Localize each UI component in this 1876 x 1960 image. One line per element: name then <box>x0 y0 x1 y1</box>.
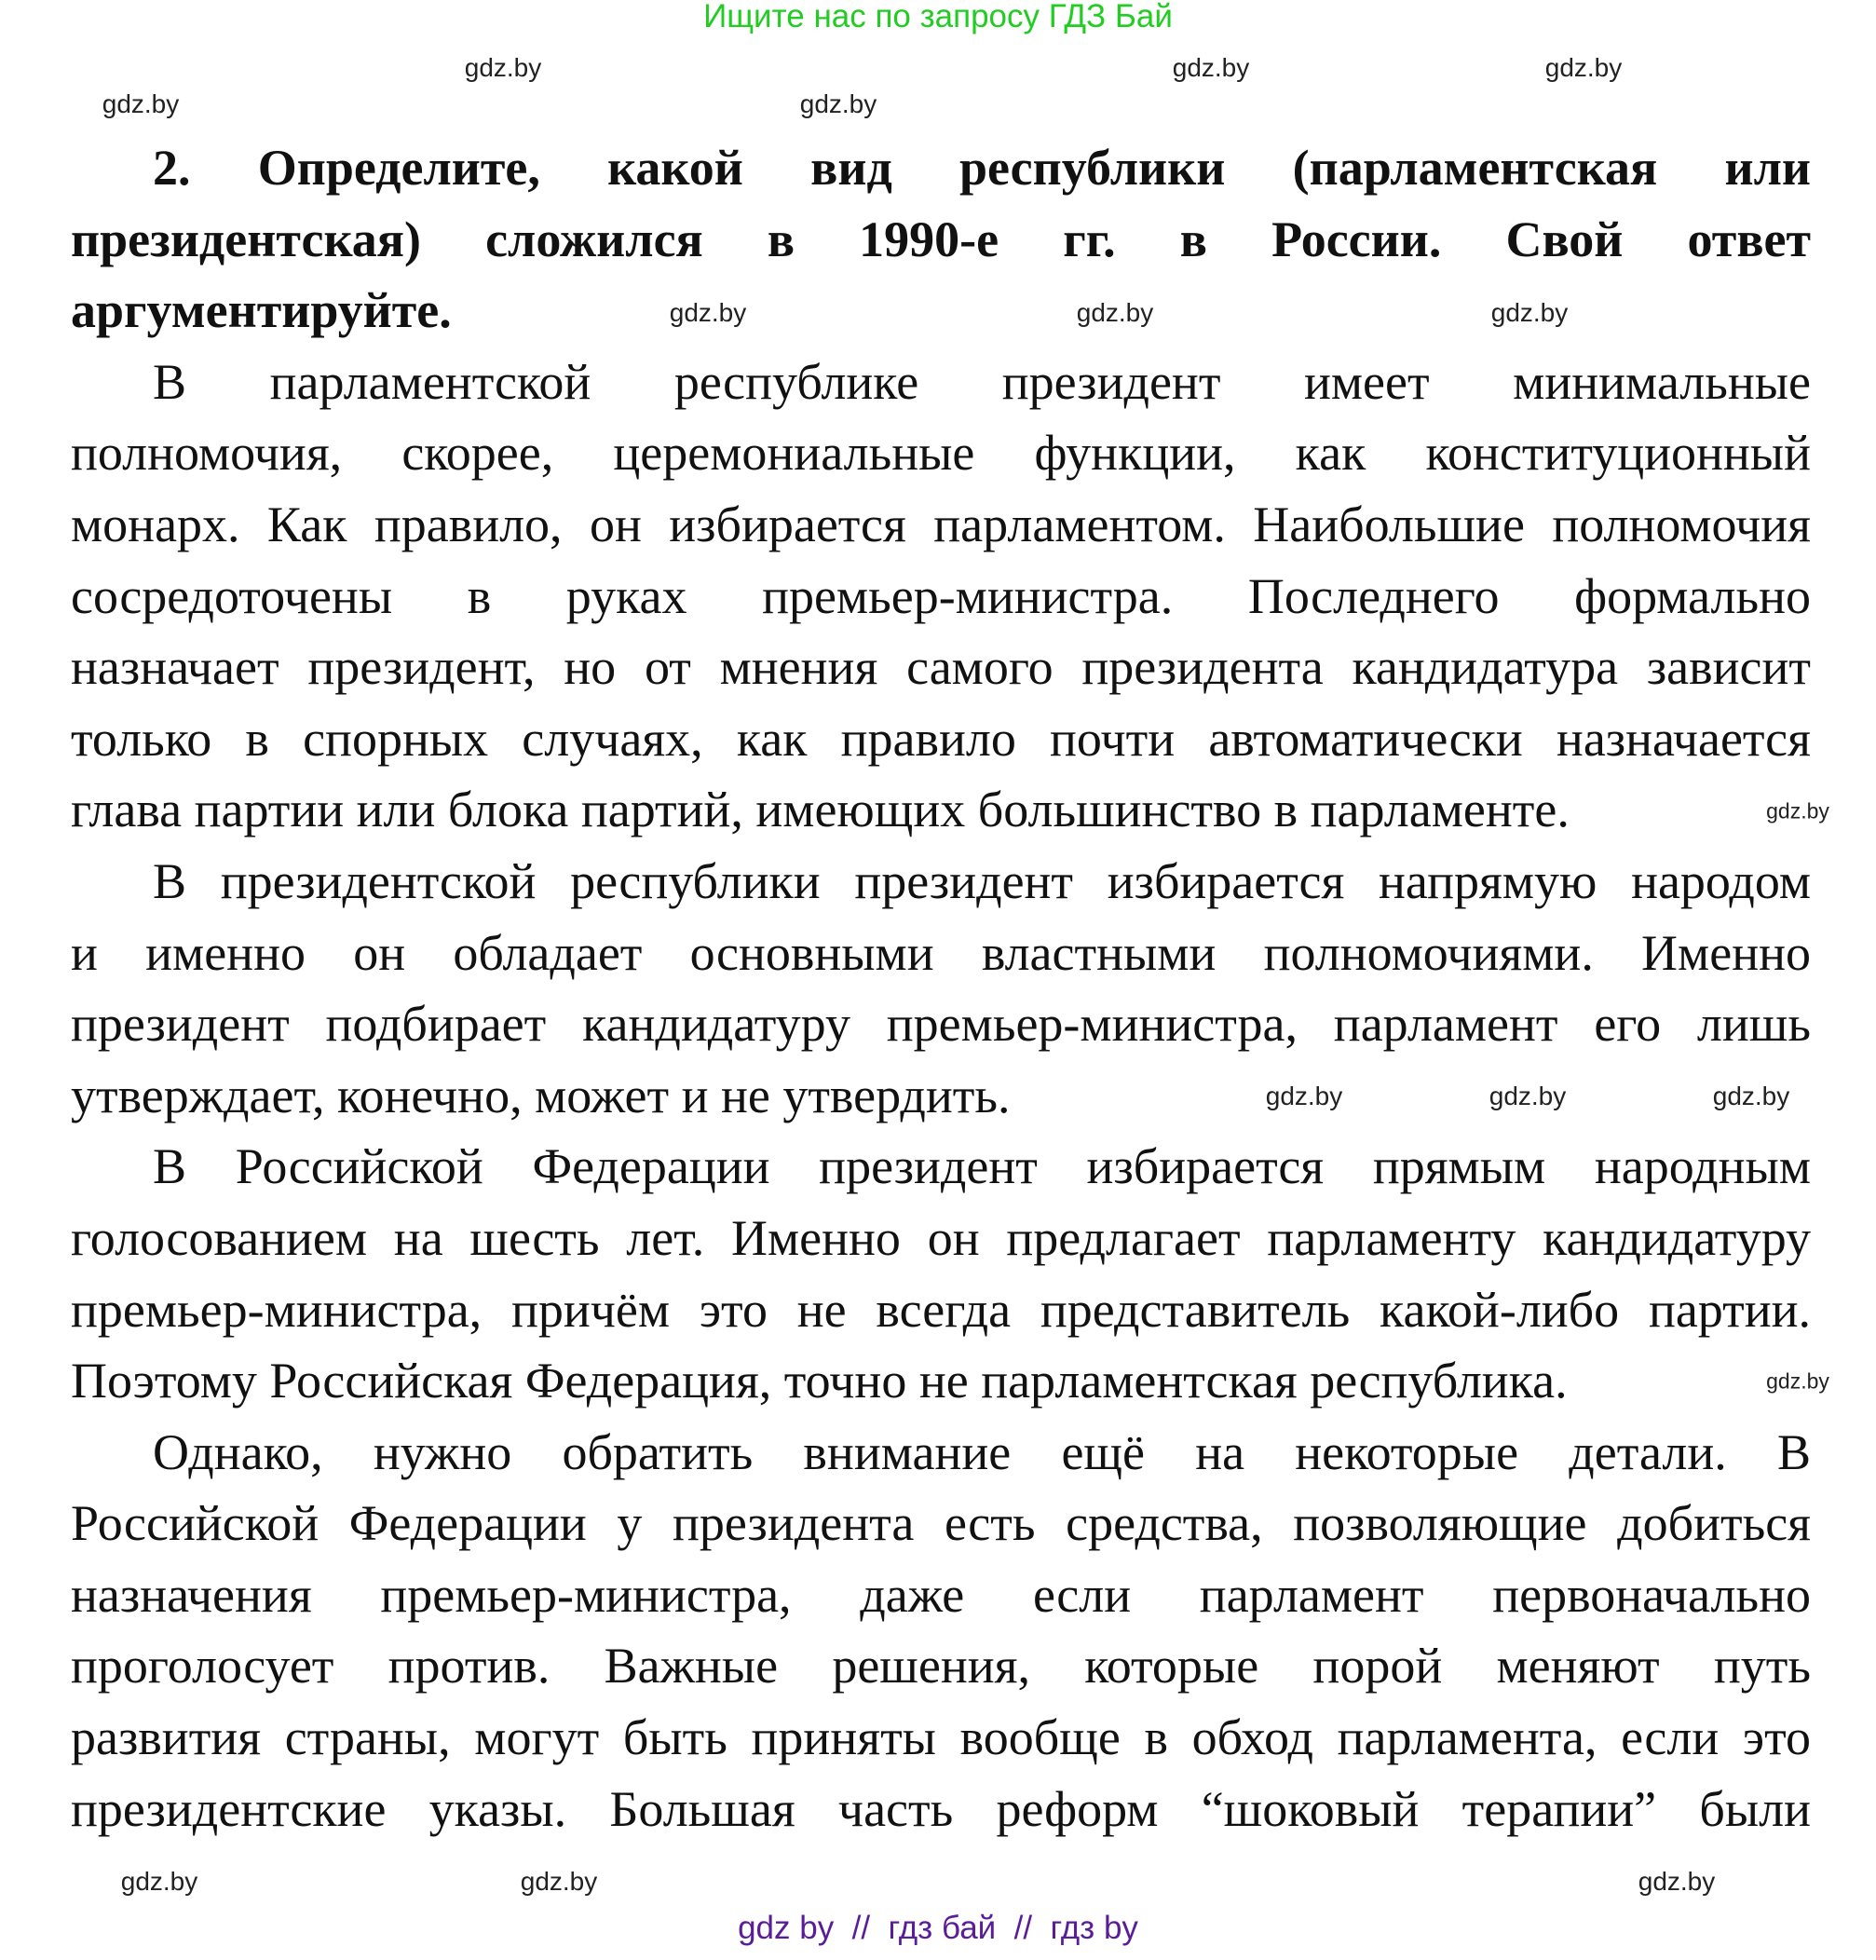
answer-line: развития страны, могут быть приняты вообще в обход парламента, если это <box>71 1709 1811 1766</box>
search-banner: Ищите нас по запросу ГДЗ Бай <box>703 0 1173 34</box>
question-line: президентская) сложился в 1990-е гг. в России. Свой ответ <box>71 211 1811 267</box>
answer-line: назначает президент, но от мнения самого президента кандидатура зависит <box>71 639 1811 696</box>
watermark: gdz.by <box>1172 53 1250 82</box>
watermark: gdz.by <box>102 89 180 118</box>
watermark: gdz.by <box>1076 298 1154 327</box>
answer-line: монарх. Как правило, он избирается парламентом. Наибольшие полномочия <box>71 496 1811 552</box>
answer-line: Российской Федерации у президента есть средства, позволяющие добиться <box>71 1495 1811 1552</box>
watermark: gdz.by <box>1766 798 1829 823</box>
answer-line: президентские указы. Большая часть реформ “шоковый терапии” были <box>71 1780 1811 1837</box>
watermark: gdz.by <box>669 298 747 327</box>
watermark: gdz.by <box>464 53 542 82</box>
watermark: gdz.by <box>1490 298 1569 327</box>
question-line: аргументируйте. <box>71 282 452 339</box>
watermark: gdz.by <box>1544 53 1623 82</box>
watermark: gdz.by <box>120 1867 198 1896</box>
answer-line: В президентской республики президент избирается напрямую народом <box>153 852 1811 909</box>
answer-line: В Российской Федерации президент избирается прямым народным <box>153 1138 1811 1195</box>
answer-line: сосредоточены в руках премьер-министра. Последнего формально <box>71 567 1811 624</box>
document-body <box>71 132 1811 1844</box>
answer-line: только в спорных случаях, как правило почти автоматически назначается <box>71 710 1811 767</box>
answer-line: глава партии или блока партий, имеющих большинство в парламенте. <box>71 782 1570 838</box>
answer-line: назначения премьер-министра, даже если парламент первоначально <box>71 1566 1811 1623</box>
answer-line: утверждает, конечно, может и не утвердить. <box>71 1067 1011 1123</box>
footer-links[interactable]: gdz by // гдз бай // гдз by <box>738 1910 1138 1946</box>
answer-line: премьер-министра, причём это не всегда представитель какой-либо партии. <box>71 1281 1811 1338</box>
watermark: gdz.by <box>1766 1368 1829 1394</box>
answer-line: В парламентской республике президент имеет минимальные <box>153 353 1811 410</box>
question-line: 2. Определите, какой вид республики (парламентская или <box>153 140 1811 196</box>
watermark: gdz.by <box>799 89 877 118</box>
watermark: gdz.by <box>520 1867 598 1896</box>
answer-line: полномочия, скорее, церемониальные функции, как конституционный <box>71 425 1811 482</box>
watermark: gdz.by <box>1265 1082 1343 1110</box>
answer-line: проголосует против. Важные решения, которые порой меняют путь <box>71 1638 1811 1695</box>
watermark: gdz.by <box>1712 1082 1790 1110</box>
answer-line: Однако, нужно обратить внимание ещё на некоторые детали. В <box>153 1423 1811 1480</box>
watermark: gdz.by <box>1489 1082 1567 1110</box>
answer-line: президент подбирает кандидатуру премьер-министра, парламент его лишь <box>71 996 1811 1053</box>
answer-line: и именно он обладает основными властными полномочиями. Именно <box>71 924 1811 981</box>
answer-line: голосованием на шесть лет. Именно он предлагает парламенту кандидатуру <box>71 1209 1811 1266</box>
watermark: gdz.by <box>1638 1867 1716 1896</box>
answer-line: Поэтому Российская Федерация, точно не парламентская республика. <box>71 1353 1568 1409</box>
